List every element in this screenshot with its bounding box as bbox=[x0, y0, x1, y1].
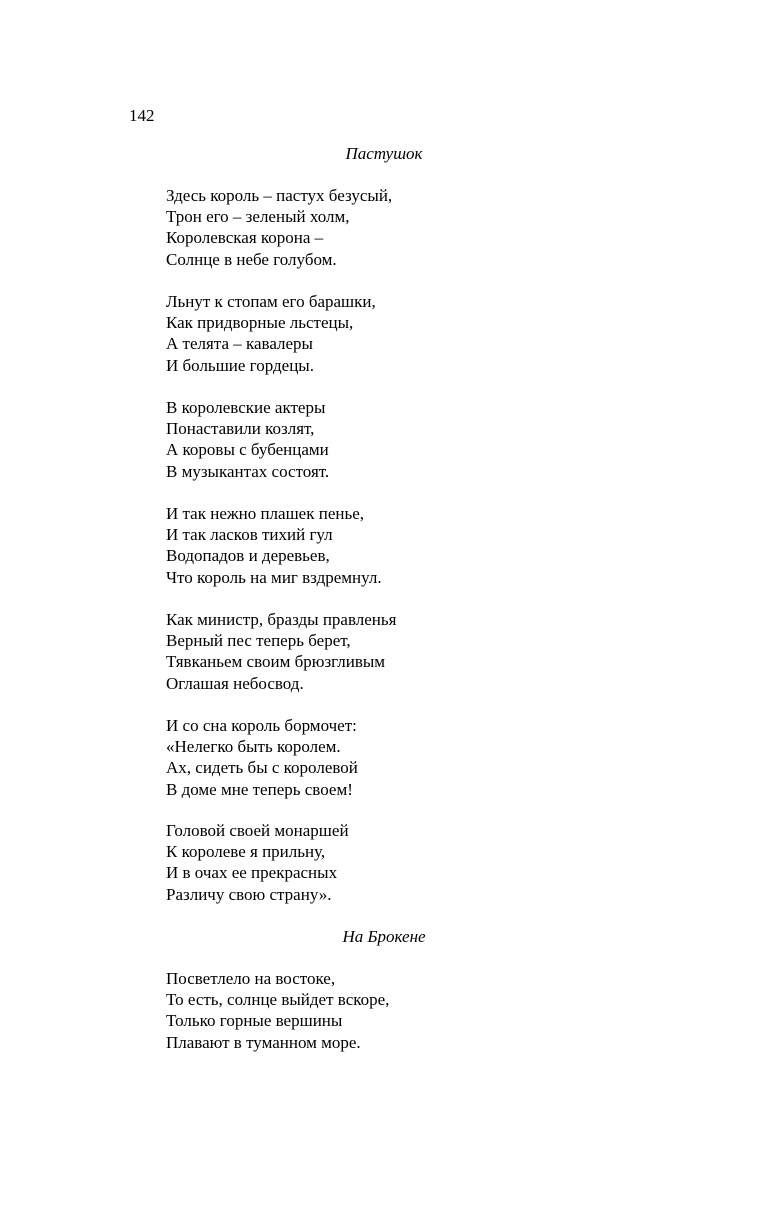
poem-line: В музыкантах состоят. bbox=[166, 461, 330, 481]
poem-line: Верный пес теперь берет, bbox=[166, 631, 351, 651]
poem-line: Королевская корона – bbox=[166, 228, 324, 248]
poem-line: А коровы с бубенцами bbox=[166, 440, 329, 460]
poem-line: Головой своей монаршей bbox=[166, 821, 349, 840]
poem-line: Льнут к стопам его барашки, bbox=[166, 292, 376, 311]
poem-line: Водопадов и деревьев, bbox=[166, 546, 330, 566]
poem-line: Солнце в небе голубом. bbox=[166, 249, 337, 269]
poem-line: В доме мне теперь своем! bbox=[166, 779, 353, 799]
poem-line: И так ласков тихий гул bbox=[166, 525, 333, 545]
poem-line: Оглашая небосвод. bbox=[166, 673, 304, 693]
poem-line: То есть, солнце выйдет вскоре, bbox=[166, 990, 390, 1010]
poem-line: В королевские актеры bbox=[166, 398, 326, 417]
poem-line: Ах, сидеть бы с королевой bbox=[166, 758, 358, 778]
poem-line: Трон его – зеленый холм, bbox=[166, 207, 350, 227]
page-number: 142 bbox=[129, 106, 155, 125]
poem-line: Понаставили козлят, bbox=[166, 419, 315, 439]
poem-line: И так нежно плашек пенье, bbox=[166, 504, 365, 523]
stanza bbox=[166, 968, 686, 1053]
stanza bbox=[166, 820, 686, 905]
poem-line: Здесь король – пастух безусый, bbox=[166, 186, 393, 205]
poem-line: И в очах ее прекрасных bbox=[166, 863, 338, 883]
stanza bbox=[166, 185, 686, 270]
poem-line: И со сна король бормочет: bbox=[166, 716, 357, 735]
poem-line: Тявканьем своим брюзгливым bbox=[166, 652, 386, 672]
stanza bbox=[166, 291, 686, 376]
poem-line: К королеве я прильну, bbox=[166, 842, 326, 862]
poem-line: «Нелегко быть королем. bbox=[166, 737, 341, 757]
poem-line: Как придворные льстецы, bbox=[166, 313, 354, 333]
stanza bbox=[166, 397, 686, 482]
poem-title-pastushok: Пастушок bbox=[345, 144, 423, 163]
poem-line: Как министр, бразды правленья bbox=[166, 610, 397, 629]
poem-line: Что король на миг вздремнул. bbox=[166, 567, 382, 587]
poem-line: Различу свою страну». bbox=[166, 884, 332, 904]
stanza bbox=[166, 609, 686, 694]
poem-line: Плавают в туманном море. bbox=[166, 1032, 361, 1052]
stanza bbox=[166, 715, 686, 800]
poem-line: Только горные вершины bbox=[166, 1011, 343, 1031]
poem-line: И большие гордецы. bbox=[166, 355, 314, 375]
poem-line: Посветлело на востоке, bbox=[166, 969, 336, 988]
stanza bbox=[166, 503, 686, 588]
poem-title-na-brokene: На Брокене bbox=[342, 927, 426, 946]
poem-line: А телята – кавалеры bbox=[166, 334, 313, 354]
